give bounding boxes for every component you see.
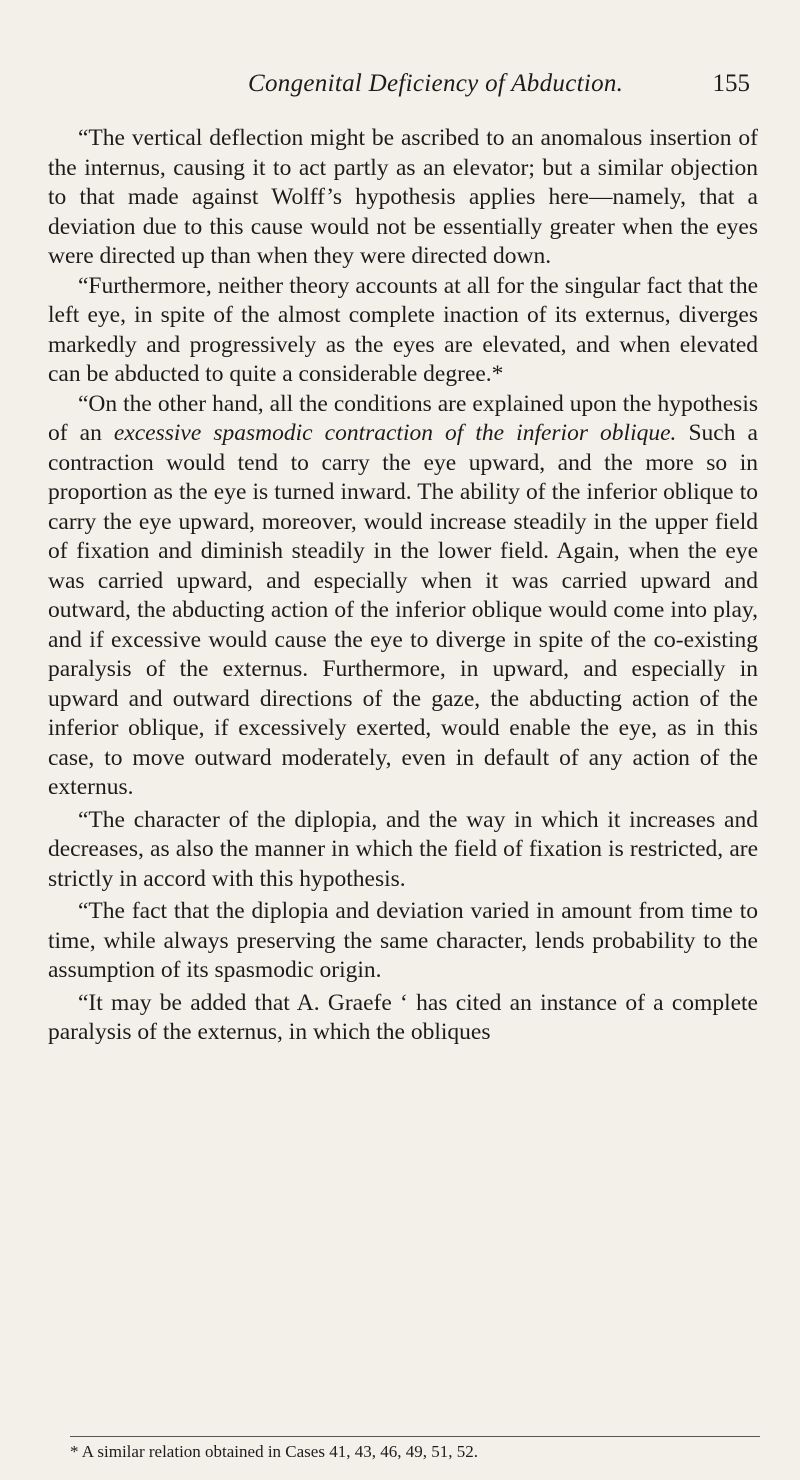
paragraph-3-rest: Such a contraction would tend to carry the eye upward, and the more so in proportion as the eye is turned inward. The ability of the inferior oblique to carry the eye upward, moreover, would increase steadily in the upper field of fixation and diminish steadily in the lower field. Again, when the eye was carried upward, and especially when it was carried upward and outward, the abducting action of the inferior oblique would come into play, and if excessive would cause the eye to diverge in spite of the co-existing paralysis of the externus. Furthermore, in upward, and especially in upward and outward directions of the gaze, the abducting action of the inferior oblique, if excessively exerted, would enable the eye, as in this case, to move outward moderately, even in default of any action of the externus. (48, 420, 758, 800)
paragraph-6: “It may be added that A. Graefe ‘ has cited an instance of a complete paralysis of the externus, in which the obliques (48, 989, 758, 1045)
paragraph-1: “The vertical deflection might be ascribed to an anomalous insertion of the internus, causing it to act partly as an elevator; but a similar objection to that made against Wolff’s hypothesis applies here—namely, that a deviation due to this cause would not be essentially greater when the eyes were directed up than when they were directed down. (48, 125, 758, 269)
running-head (248, 70, 750, 104)
paragraph-3-start: “On the other hand, all the conditions are explained upon the hypothesis of an (48, 390, 758, 446)
paragraph-3-emphasis: excessive spasmodic contraction of the inferior oblique. (113, 420, 677, 446)
paragraph-2: “Furthermore, neither theory accounts at all for the singular fact that the left eye, in spite of the almost complete inaction of its externus, diverges markedly and progressively as the eyes are elevated, and when elevated can be abducted to quite a considerable degree.* (48, 272, 758, 387)
footnote: * A similar relation obtained in Cases 41, 43, 46, 49, 51, 52. (70, 1442, 478, 1461)
paragraph-5: “The fact that the diplopia and deviation varied in amount from time to time, while always preserving the same character, lends probability to the assumption of its spasmodic origin. (48, 898, 758, 983)
paragraph-3 (48, 390, 758, 803)
body-text (48, 124, 758, 1048)
page-number: 155 (712, 70, 750, 97)
paragraph-4: “The character of the diplopia, and the way in which it increases and decreases, as also the manner in which the field of fixation is restricted, are strictly in accord with this hypothesis. (48, 806, 758, 892)
running-title: Congenital Deficiency of Abduction. (248, 70, 624, 97)
footnote-rule (70, 1436, 760, 1437)
